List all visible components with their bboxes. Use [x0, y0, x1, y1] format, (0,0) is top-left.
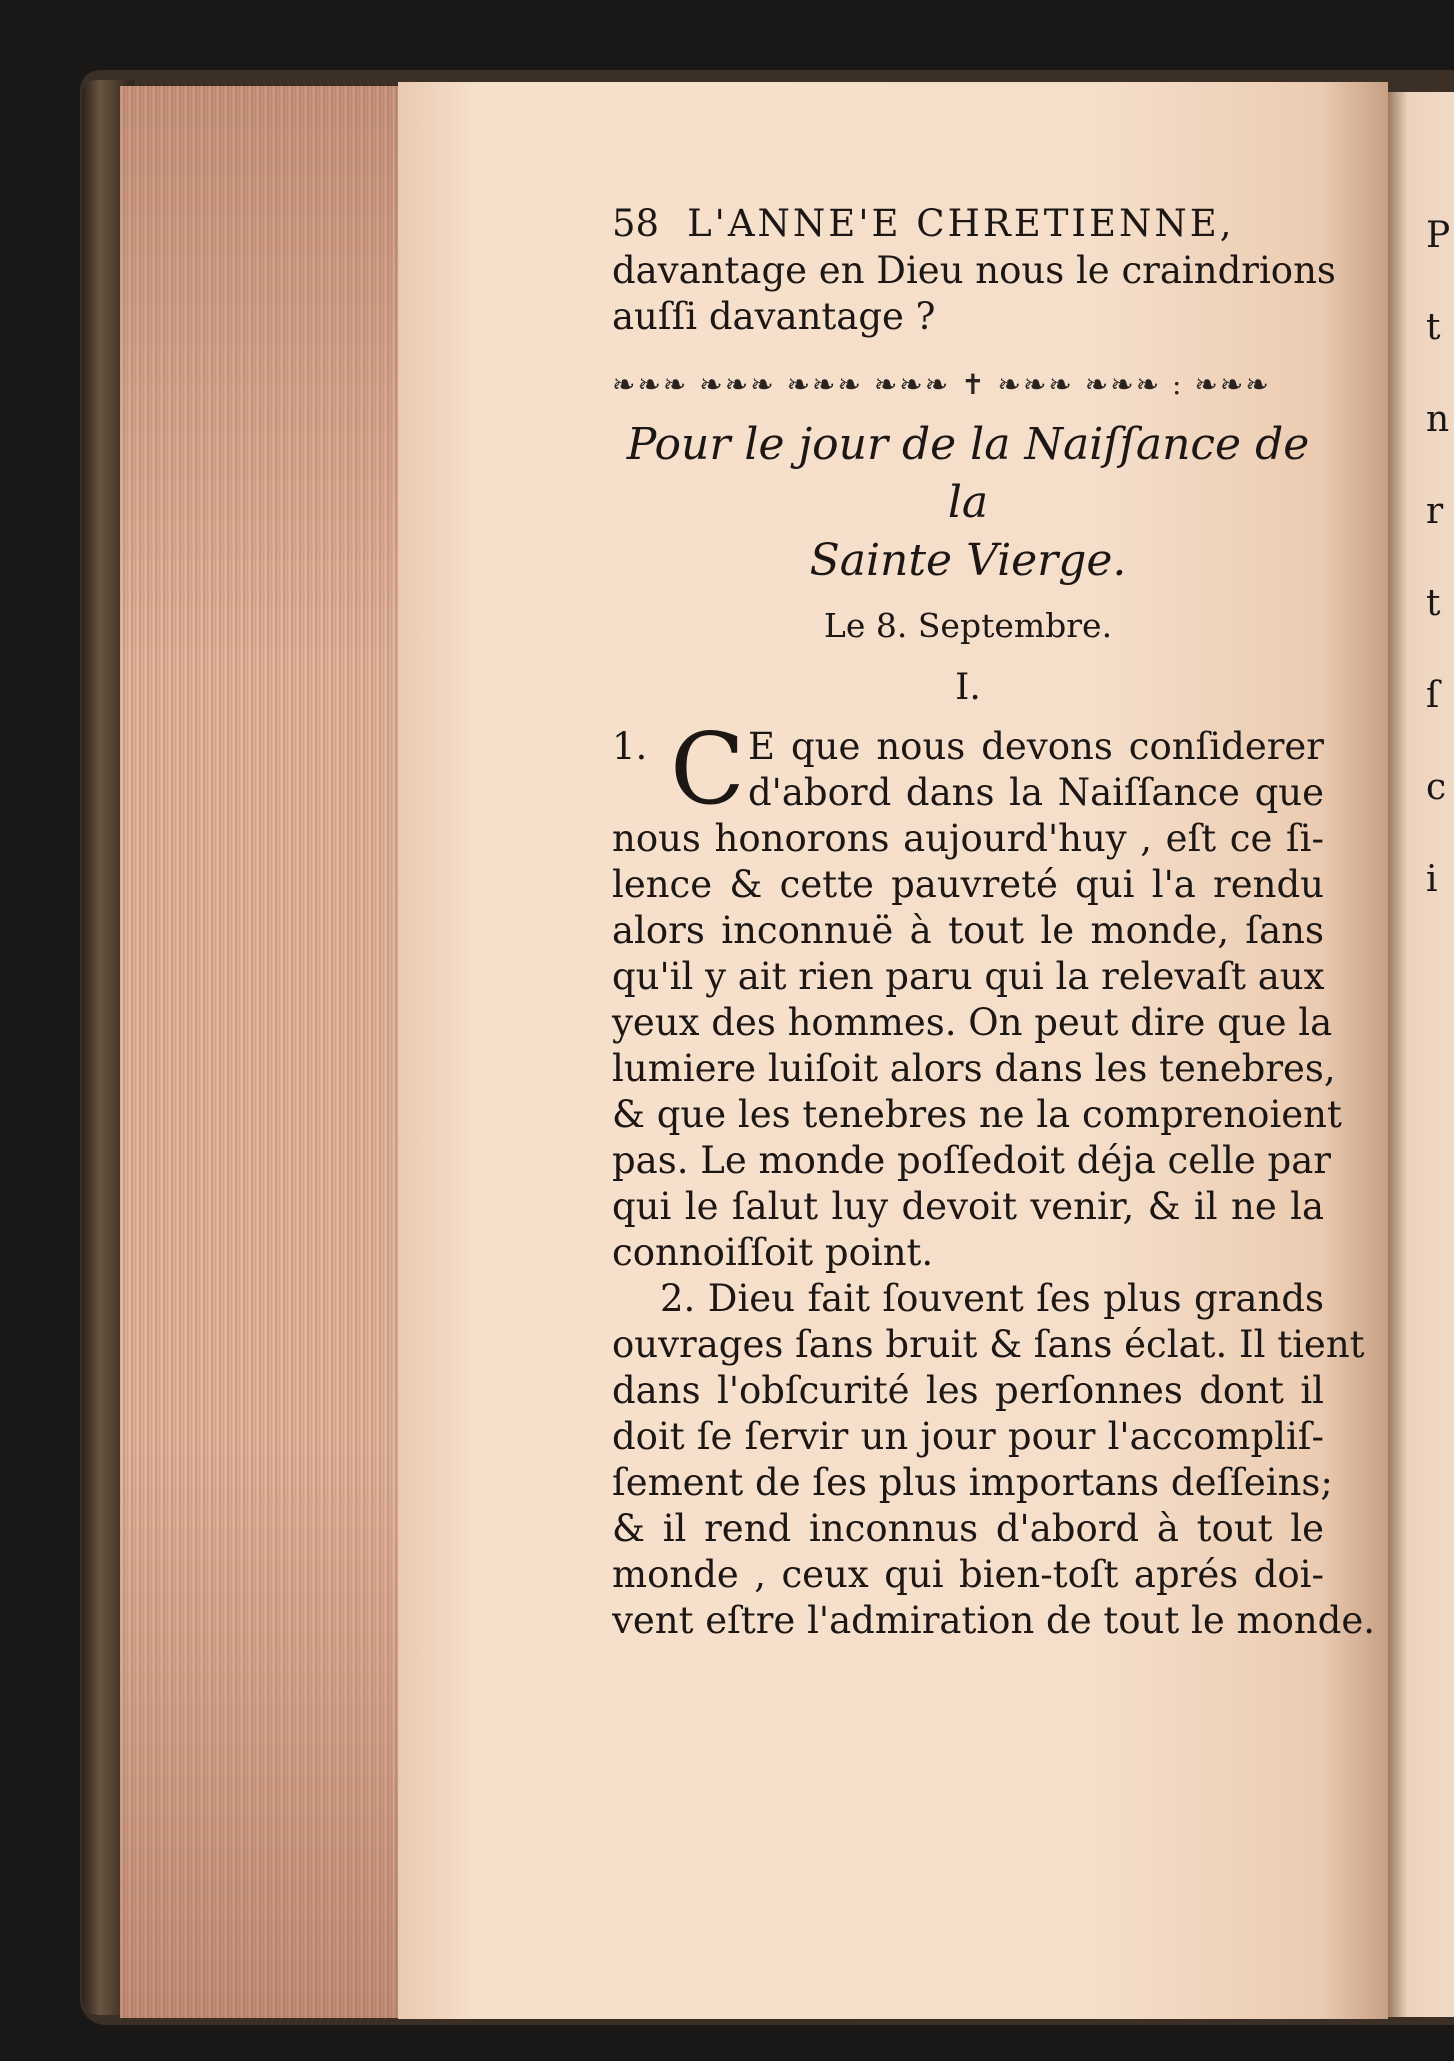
- facing-fragment: t: [1426, 307, 1441, 348]
- paragraph-text: d'abord dans la Naiſſance que: [748, 771, 1324, 814]
- facing-fragment: r: [1426, 491, 1444, 532]
- paragraph-line: & il rend inconnus d'abord à tout le: [612, 1507, 1324, 1550]
- paragraph-line: monde , ceux qui bien-toſt aprés doi-: [612, 1553, 1324, 1596]
- paragraph-line: yeux des hommes. On peut dire que la: [612, 1001, 1333, 1044]
- paragraph-line: 2. Dieu fait ſouvent ſes plus grands: [660, 1277, 1324, 1320]
- ornament-band: ❧❧❧ ❧❧❧ ❧❧❧ ❧❧❧ ✝ ❧❧❧ ❧❧❧ : ❧❧❧: [612, 368, 1271, 401]
- facing-fragment: ſ: [1426, 675, 1440, 716]
- continuation-line: davantage en Dieu nous le craindrions: [612, 249, 1336, 292]
- facing-fragment: t: [1426, 583, 1441, 624]
- paragraph-2: [612, 1276, 1376, 1644]
- paragraph-marker: 1.: [612, 725, 648, 768]
- section-heading: I.: [955, 667, 981, 708]
- section-title-line: Sainte Vierge.: [809, 535, 1127, 586]
- continuation-line: auſſi davantage ?: [612, 295, 936, 338]
- paragraph-line: pas. Le monde poſſedoit déja celle par: [612, 1139, 1331, 1182]
- facing-fragment: n: [1426, 399, 1450, 440]
- paragraph-line: vent eſtre l'admiration de tout le monde.: [612, 1599, 1376, 1642]
- paragraph-text: E que nous devons conſiderer: [748, 725, 1324, 768]
- paragraph-line: lumiere luiſoit alors dans les tenebres,: [612, 1047, 1336, 1090]
- facing-fragment: c: [1426, 767, 1447, 808]
- running-title: L'ANNE'E CHRETIENNE,: [687, 202, 1235, 245]
- paragraph-line: qu'il y ait rien paru qui la relevaſt aux: [612, 955, 1325, 998]
- paragraph-line: alors inconnuë à tout le monde, ſans: [612, 909, 1324, 952]
- facing-page-fragments: [1426, 190, 1454, 926]
- section-title-line: Pour le jour de la Naiſſance de la: [626, 419, 1310, 528]
- facing-fragment: P: [1426, 215, 1451, 256]
- page-header: [612, 200, 1324, 248]
- page-edges-shade: [120, 86, 402, 2018]
- paragraph-line: qui le ſalut luy devoit venir, & il ne la: [612, 1185, 1324, 1228]
- paragraph-line: connoiſſoit point.: [612, 1231, 934, 1274]
- text-column: [612, 200, 1376, 1644]
- paragraph-line: dans l'obſcurité les perſonnes dont il: [612, 1369, 1324, 1412]
- paragraph-line: lence & cette pauvreté qui l'a rendu: [612, 863, 1324, 906]
- drop-cap: C: [670, 713, 745, 827]
- paragraph-line: & que les tenebres ne la comprenoient: [612, 1093, 1342, 1136]
- paragraph-line: ouvrages ſans bruit & ſans éclat. Il tient: [612, 1323, 1365, 1366]
- section-title: [612, 416, 1324, 590]
- paragraph-line: nous honorons aujourd'huy , eſt ce ſi-: [612, 817, 1324, 860]
- section-date: Le 8. Septembre.: [823, 606, 1113, 645]
- facing-fragment: i: [1426, 859, 1438, 900]
- paragraph-line: ſement de ſes plus importans deſſeins;: [612, 1461, 1333, 1504]
- paragraph-1: [612, 713, 1342, 1276]
- paragraph-line: doit ſe ſervir un jour pour l'accompliſ-: [612, 1415, 1324, 1458]
- page-number: 58: [612, 202, 660, 245]
